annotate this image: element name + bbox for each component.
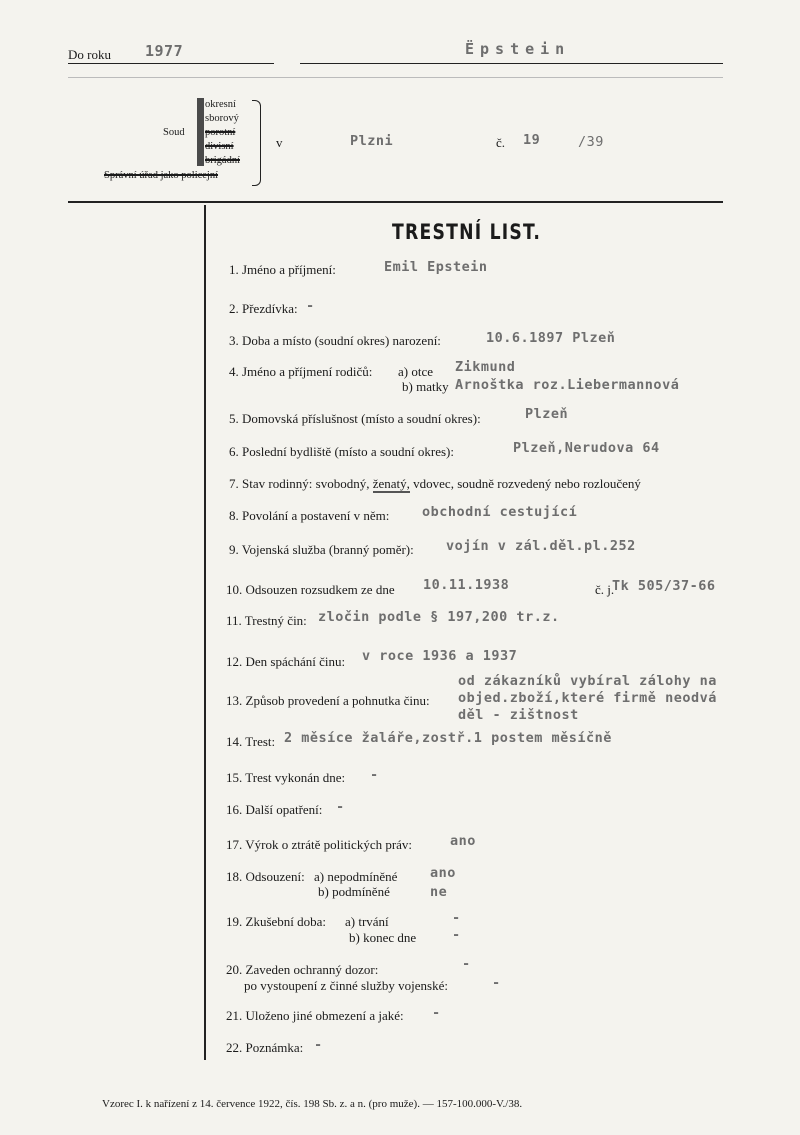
item-17: 17. Výrok o ztrátě politických práv: (226, 837, 413, 852)
document-title: TRESTNÍ LIST. (392, 220, 542, 244)
do-roku-label: Do roku (68, 47, 111, 62)
item-5: 5. Domovská příslušnost (místo a soudní okres): (229, 411, 481, 426)
item-4: 4. Jméno a příjmení rodičů: (229, 364, 373, 379)
court-brigadni: brigádní (205, 155, 240, 166)
item-17-value: ano (450, 833, 476, 849)
item-1: 1. Jméno a příjmení: (229, 262, 336, 277)
cislo-suffix: /39 (578, 134, 604, 150)
court-porotni: porotní (205, 127, 236, 138)
item-5-value: Plzeň (525, 406, 569, 422)
item-22-value: - (314, 1037, 323, 1053)
cislo-value: 19 (523, 132, 541, 148)
item-21: 21. Uloženo jiné obmezení a jaké: (226, 1008, 404, 1023)
item-13-value-line1: od zákazníků vybíral zálohy na (458, 673, 717, 689)
item-15-value: - (370, 767, 379, 783)
item-20-value-b: - (492, 975, 501, 991)
item-19-sub-b: b) konec dne (349, 930, 417, 945)
item-10: 10. Odsouzen rozsudkem ze dne (226, 582, 395, 597)
item-18-value-a: ano (430, 865, 456, 881)
item-20-sub: po vystoupení z činné služby vojenské: (244, 978, 448, 993)
item-12: 12. Den spáchání činu: (226, 654, 346, 669)
item-18-sub-b: b) podmíněné (318, 884, 390, 899)
item-11: 11. Trestný čin: (226, 613, 307, 628)
left-margin-rule (204, 205, 206, 1060)
cislo-label: č. (496, 135, 506, 150)
header-underline-right (300, 63, 723, 64)
footer-note: Vzorec I. k nařízení z 14. července 1922, čís. 198 Sb. z. a n. (pro muže). — 157-100.000-V./38. (102, 1098, 523, 1110)
item-13-value-line2: objed.zboží,které firmě neodvá (458, 690, 717, 706)
item-18: 18. Odsouzení: (226, 869, 305, 884)
item-15: 15. Trest vykonán dne: (226, 770, 346, 785)
item-16-value: - (336, 799, 345, 815)
item-20: 20. Zaveden ochranný dozor: (226, 962, 379, 977)
item-14: 14. Trest: (226, 734, 276, 749)
item-3: 3. Doba a místo (soudní okres) narození: (229, 333, 441, 348)
item-4-sub-a: a) otce (398, 364, 434, 379)
item-19-value-b: - (452, 927, 461, 943)
item-6: 6. Poslední bydliště (místo a soudní okres): (229, 444, 454, 459)
item-4-value-b: Arnoštka roz.Liebermannová (455, 377, 680, 393)
item-19-sub-a: a) trvání (345, 914, 389, 929)
item-7: 7. Stav rodinný: svobodný, ženatý, vdovec, soudně rozvedený nebo rozloučený (229, 476, 641, 491)
item-18-value-b: ne (430, 884, 448, 900)
court-brace (252, 100, 261, 186)
header-underline-left (68, 63, 274, 64)
item-4-value-a: Zikmund (455, 359, 516, 375)
item-2-value: - (306, 298, 315, 314)
item-22: 22. Poznámka: (226, 1040, 304, 1055)
place-value: Plzni (350, 133, 394, 149)
court-sborovy: sborový (205, 113, 239, 124)
item-9: 9. Vojenská služba (branný poměr): (229, 542, 414, 557)
item-19: 19. Zkušební doba: (226, 914, 327, 929)
soud-label: Soud (163, 127, 185, 138)
police-label: Správní úřad jako policejní (104, 170, 219, 181)
item-10-cj-value: Tk 505/37-66 (612, 578, 716, 594)
item-14-value: 2 měsíce žaláře,zostř.1 postem měsíčně (284, 730, 612, 746)
do-roku-value: 1977 (145, 42, 184, 60)
item-19-value-a: - (452, 910, 461, 926)
court-bracket-mark (197, 98, 204, 166)
item-20-value-a: - (462, 956, 471, 972)
item-16: 16. Další opatření: (226, 802, 323, 817)
v-label: v (276, 135, 283, 150)
item-10-value: 10.11.1938 (423, 577, 510, 593)
item-18-sub-a: a) nepodmíněné (314, 869, 398, 884)
item-13: 13. Způsob provedení a pohnutka činu: (226, 693, 430, 708)
header-guide-line (68, 77, 723, 78)
court-okresni: okresní (205, 99, 236, 110)
name-header: Ëpstein (465, 40, 571, 58)
item-2: 2. Přezdívka: (229, 301, 298, 316)
item-9-value: vojín v zál.děl.pl.252 (446, 538, 636, 554)
item-11-value: zločin podle § 197,200 tr.z. (318, 609, 560, 625)
header-rule (68, 201, 723, 203)
item-12-value: v roce 1936 a 1937 (362, 648, 518, 664)
item-13-value-line3: děl - zištnost (458, 707, 579, 723)
item-8-value: obchodní cestující (422, 504, 578, 520)
item-4-sub-b: b) matky (402, 379, 449, 394)
item-1-value: Emil Epstein (384, 259, 488, 275)
item-3-value: 10.6.1897 Plzeň (486, 330, 616, 346)
item-6-value: Plzeň,Nerudova 64 (513, 440, 660, 456)
item-8: 8. Povolání a postavení v něm: (229, 508, 390, 523)
item-21-value: - (432, 1005, 441, 1021)
item-10-cj-label: č. j. (595, 582, 615, 597)
court-divisni: divisní (205, 141, 234, 152)
